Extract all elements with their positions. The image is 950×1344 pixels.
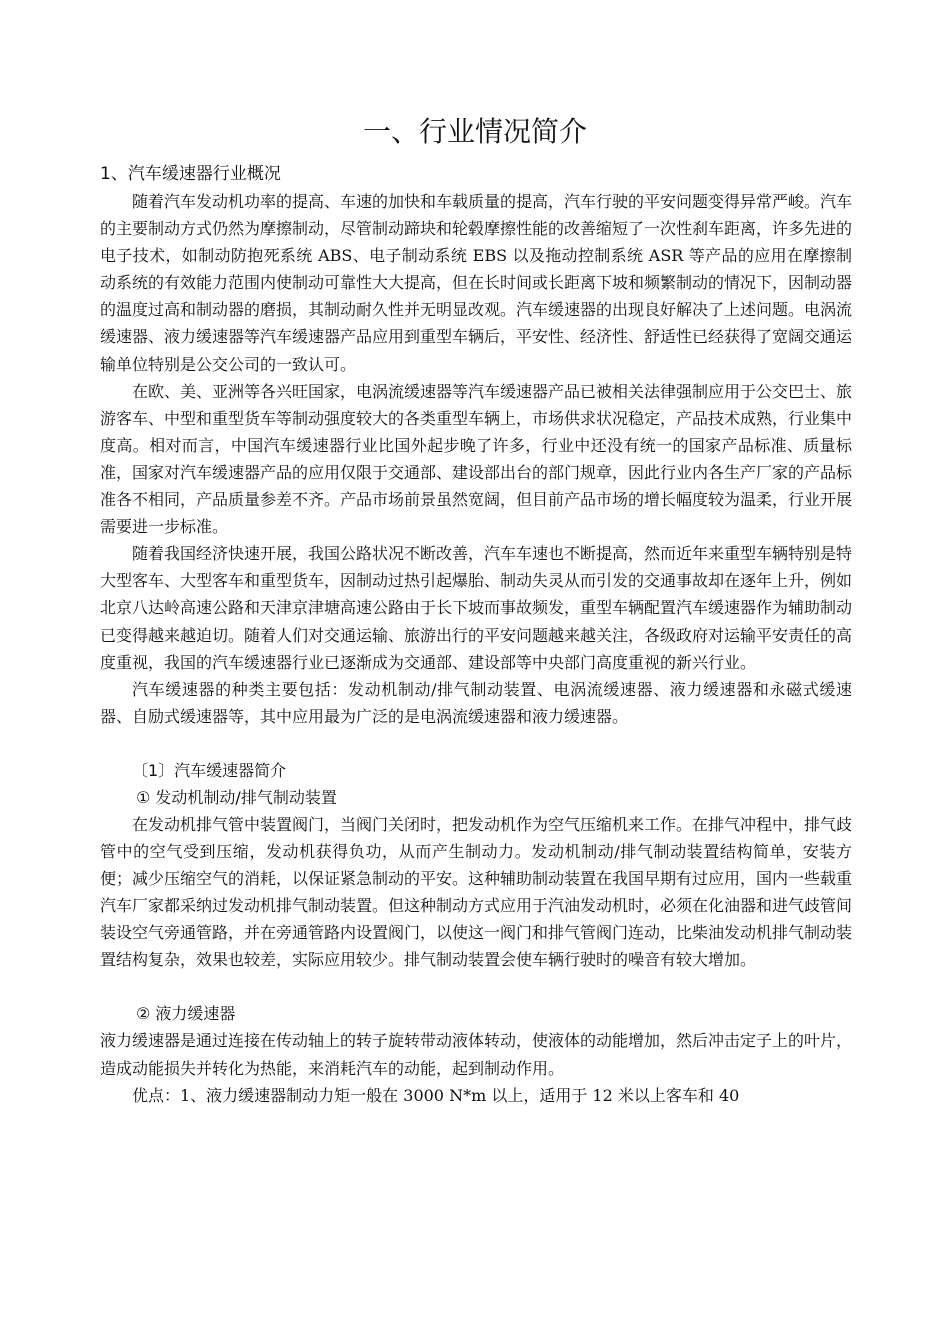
body-paragraph: 优点：1、液力缓速器制动力矩一般在 3000 N*m 以上，适用于 12 米以上客车和 40 (132, 1085, 740, 1105)
body-paragraph: 在发动机排气管中装置阀门，当阀门关闭时，把发动机作为空气压缩机来工作。在排气冲程中，排气歧管中的空气受到压缩，发动机获得负功，从而产生制动力。发动机制动/排气制动装置结构简单，安装方便；减少压缩空气的消耗，以保证紧急制动的平安。这种辅助制动装置在我国早期有过应用，国内一些载重汽车厂家都采纳过发动机排气制动装置。但这种制动方式应用于汽油发动机时，必须在化油器和进气歧管间装设空气旁通管路，并在旁通管路内设置阀门，以使这一阀门和排气管阀门连动，比柴油发动机排气制动装置结构复杂，效果也较差，实际应用较少。排气制动装置会使车辆行驶时的噪音有较大增加。 (100, 814, 853, 970)
section-heading: 1、汽车缓速器行业概况 (100, 164, 281, 184)
item-heading: ① 发动机制动/排气制动装置 (136, 787, 337, 807)
document-title: 一、行业情况简介 (362, 115, 587, 148)
body-paragraph: 液力缓速器是通过连接在传动轴上的转子旋转带动液体转动，使液体的动能增加，然后冲击定子上的叶片，造成动能损失并转化为热能，来消耗汽车的动能，起到制动作用。 (100, 1031, 853, 1078)
item-heading: ② 液力缓速器 (136, 1004, 236, 1024)
spacer (100, 973, 852, 1000)
subsection-heading: 〔1〕汽车缓速器简介 (132, 760, 287, 780)
body-paragraph: 随着我国经济快速开展，我国公路状况不断改善，汽车车速也不断提高，然而近年来重型车辆特别是特大型客车、大型客车和重型货车，因制动过热引起爆胎、制动失灵从而引发的交通事故却在逐年上升，例如北京八达岭高速公路和天津京津塘高速公路由于长下坡而事故频发，重型车辆配置汽车缓速器作为辅助制动已变得越来越迫切。随着人们对交通运输、旅游出行的平安问题越来越关注，各级政府对运输平安责任的高度重视，我国的汽车缓速器行业已逐渐成为交通部、建设部等中央部门高度重视的新兴行业。 (100, 544, 853, 672)
body-paragraph: 在欧、美、亚洲等各兴旺国家，电涡流缓速器等汽车缓速器产品已被相关法律强制应用于公交巴士、旅游客车、中型和重型货车等制动强度较大的各类重型车辆上，市场供求状况稳定，产品技术成熟，行业集中度高。相对而言，中国汽车缓速器行业比国外起步晚了许多，行业中还没有统一的国家产品标准、质量标准，国家对汽车缓速器产品的应用仅限于交通部、建设部出台的部门规章，因此行业内各生产厂家的产品标准各不相同，产品质量参差不齐。产品市场前景虽然宽阔，但目前产品市场的增长幅度较为温柔，行业开展需要进一步标准。 (100, 381, 853, 537)
spacer (100, 730, 852, 757)
document-body (100, 188, 852, 1109)
body-paragraph: 汽车缓速器的种类主要包括：发动机制动/排气制动装置、电涡流缓速器、液力缓速器和永磁式缓速器、自励式缓速器等，其中应用最为广泛的是电涡流缓速器和液力缓速器。 (100, 679, 852, 726)
body-paragraph: 随着汽车发动机功率的提高、车速的加快和车载质量的提高，汽车行驶的平安问题变得异常严峻。汽车的主要制动方式仍然为摩擦制动，尽管制动蹄块和轮毂摩擦性能的改善缩短了一次性刹车距离，许多先进的电子技术，如制动防抱死系统 ABS、电子制动系统 EBS 以及拖动控制系统 ASR 等产品的应用在摩擦制动系统的有效能力范围内使制动可靠性大大提高，但在长时间或长距离下坡和频繁制动的情况下，因制动器的温度过高和制动器的磨损，其制动耐久性并无明显改观。汽车缓速器的出现良好解决了上述问题。电涡流缓速器、液力缓速器等汽车缓速器产品应用到重型车辆后，平安性、经济性、舒适性已经获得了宽阔交通运输单位特别是公交公司的一致认可。 (100, 192, 853, 374)
